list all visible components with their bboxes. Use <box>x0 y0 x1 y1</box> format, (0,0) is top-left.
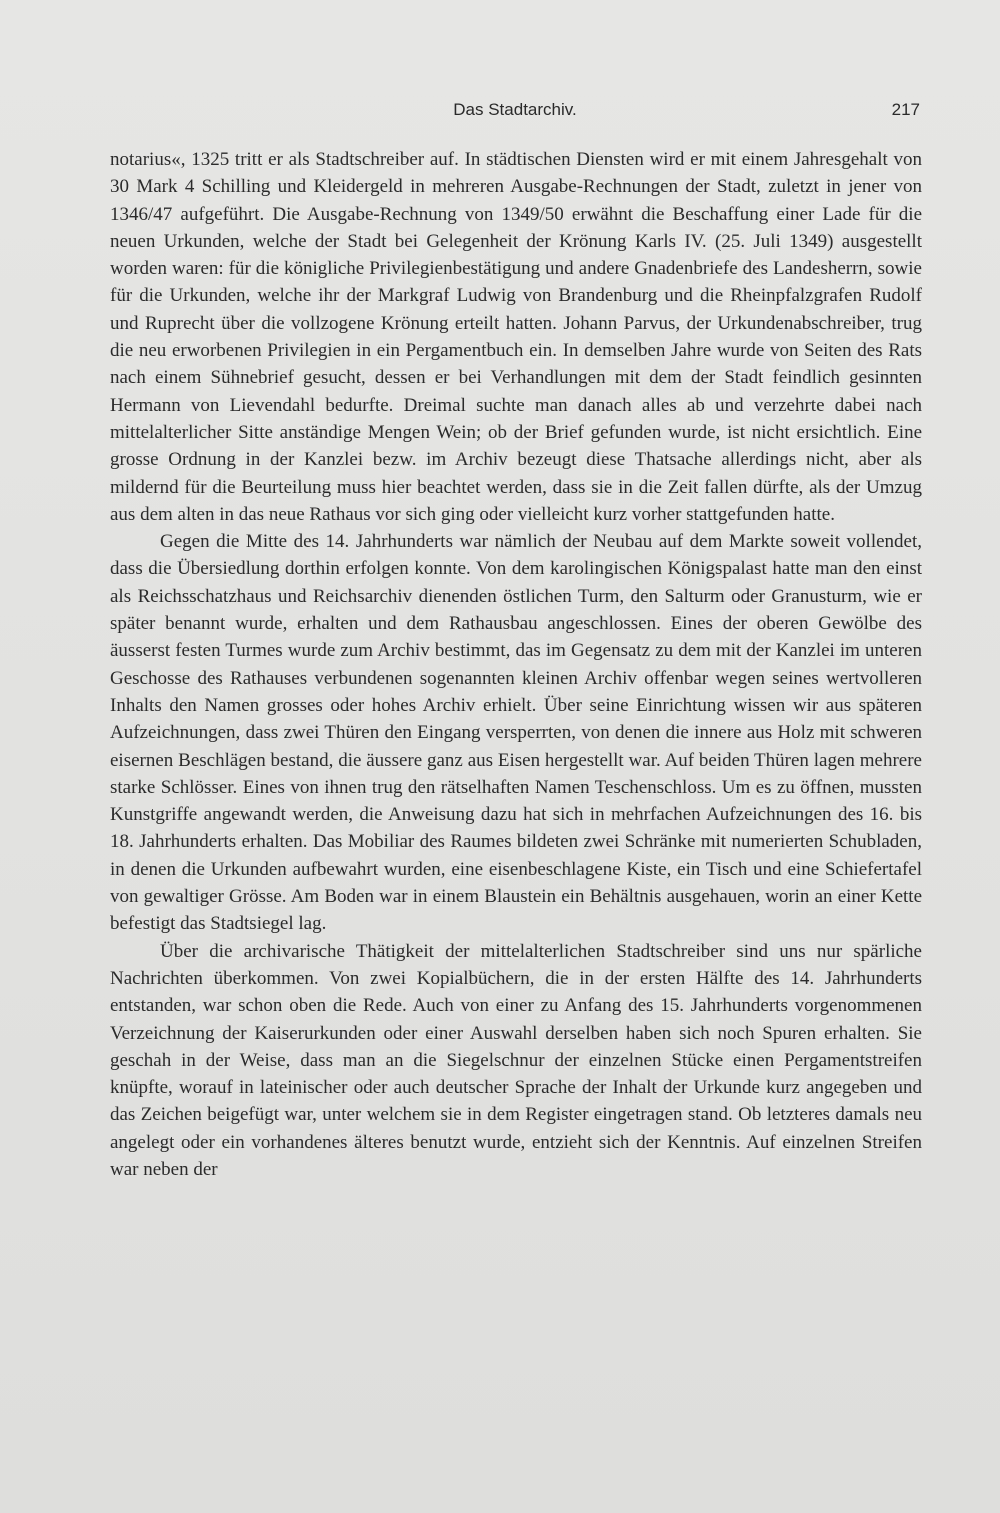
page-header <box>110 100 920 126</box>
running-title: Das Stadtarchiv. <box>453 100 577 119</box>
paragraph: Gegen die Mitte des 14. Jahrhunderts war nämlich der Neubau auf dem Markte soweit vollendet, dass die Übersiedlung dorthin erfolgen konnte. Von dem karolingischen Königspalast hatte man den einst als Reichsschatzhaus und Reichsarchiv dienenden östlichen Turm, den Salturm oder Granusturm, wie er später benannt wurde, erhalten und dem Rathausbau angeschlossen. Eines der oberen Gewölbe des äusserst festen Turmes wurde zum Archiv bestimmt, das im Gegensatz zu dem mit der Kanzlei im unteren Geschosse des Rathauses verbundenen sogenannten kleinen Archiv offenbar wegen seines wertvolleren Inhalts den Namen grosses oder hohes Archiv erhielt. Über seine Einrichtung wissen wir aus späteren Aufzeichnungen, dass zwei Thüren den Eingang versperrten, von denen die innere aus Holz mit schweren eisernen Beschlägen bestand, die äussere ganz aus Eisen hergestellt war. Auf beiden Thüren lagen mehrere starke Schlösser. Eines von ihnen trug den rätselhaften Namen Teschenschloss. Um es zu öffnen, mussten Kunstgriffe angewandt werden, die Anweisung dazu hat sich in mehrfachen Aufzeichnungen des 16. bis 18. Jahrhunderts erhalten. Das Mobiliar des Raumes bildeten zwei Schränke mit numerierten Schubladen, in denen die Urkunden aufbewahrt wurden, eine eisenbeschlagene Kiste, ein Tisch und eine Schiefertafel von gewaltiger Grösse. Am Boden war in einem Blaustein ein Behältnis ausgehauen, worin an einer Kette befestigt das Stadtsiegel lag. <box>110 531 922 935</box>
paragraph: Über die archivarische Thätigkeit der mittelalterlichen Stadtschreiber sind uns nur spärliche Nachrichten überkommen. Von zwei Kopialbüchern, die in der ersten Hälfte des 14. Jahrhunderts entstanden, war schon oben die Rede. Auch von einer zu Anfang des 15. Jahrhunderts vorgenommenen Verzeichnung der Kaiserurkunden oder einer Auswahl derselben haben sich noch Spuren erhalten. Sie geschah in der Weise, dass man an die Siegelschnur der einzelnen Stücke einen Pergamentstreifen knüpfte, worauf in lateinischer oder auch deutscher Sprache der Inhalt der Urkunde kurz angegeben und das Zeichen beigefügt war, unter welchem sie in dem Register eingetragen stand. Ob letzteres damals neu angelegt oder ein vorhandenes älteres benutzt wurde, entzieht sich der Kenntnis. Auf einzelnen Streifen war neben der <box>110 940 922 1180</box>
paragraph: notarius«, 1325 tritt er als Stadtschreiber auf. In städtischen Diensten wird er mit einem Jahresgehalt von 30 Mark 4 Schilling und Kleidergeld in mehreren Ausgabe-Rechnungen der Stadt, zuletzt in jener von 1346/47 aufgeführt. Die Ausgabe-Rechnung von 1349/50 erwähnt die Beschaffung einer Lade für die neuen Urkunden, welche der Stadt bei Gelegenheit der Krönung Karls IV. (25. Juli 1349) ausgestellt worden waren: für die königliche Privilegienbestätigung und andere Gnadenbriefe des Landesherrn, sowie für die Urkunden, welche ihr der Markgraf Ludwig von Brandenburg und die Rheinpfalzgrafen Rudolf und Ruprecht über die vollzogene Krönung erteilt hatten. Johann Parvus, der Urkundenabschreiber, trug die neu erworbenen Privilegien in ein Pergamentbuch ein. In demselben Jahre wurde von Seiten des Rats nach einem Sühnebrief gesucht, dessen er bei Verhandlungen mit dem der Stadt feindlich gesinnten Hermann von Lievendahl bedurfte. Dreimal suchte man danach alles ab und verzehrte dabei nach mittelalterlicher Sitte anständige Mengen Wein; ob der Brief gefunden wurde, ist nicht ersichtlich. Eine grosse Ordnung in der Kanzlei bezw. im Archiv bezeugt diese Thatsache allerdings nicht, aber als mildernd für die Beurteilung muss hier beachtet werden, dass sie in die Zeit fallen dürfte, als der Umzug aus dem alten in das neue Rathaus vor sich ging oder vielleicht kurz vorher stattgefunden hatte. <box>110 149 922 525</box>
page-number: 217 <box>891 100 920 119</box>
body-text <box>110 146 922 1183</box>
